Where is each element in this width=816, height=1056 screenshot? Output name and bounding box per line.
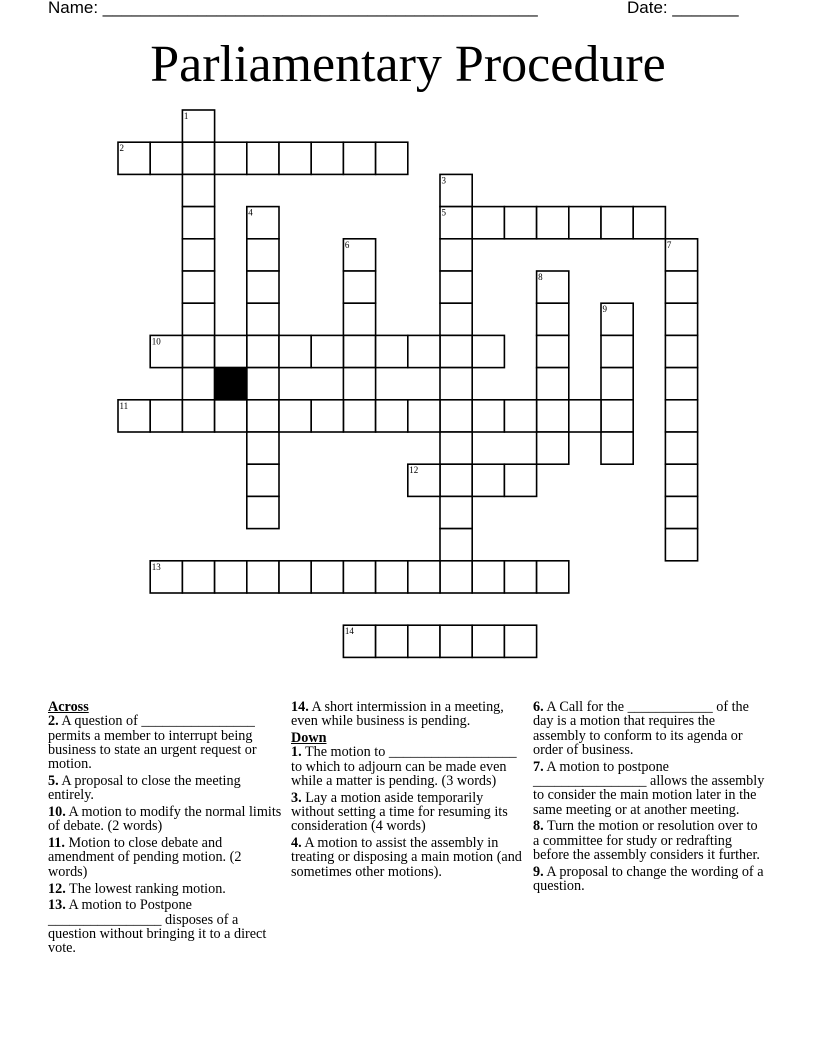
crossword-cell[interactable] — [665, 400, 697, 432]
crossword-cell[interactable] — [343, 561, 375, 593]
crossword-cell[interactable] — [182, 400, 214, 432]
crossword-cell[interactable] — [440, 335, 472, 367]
crossword-cell[interactable] — [376, 561, 408, 593]
crossword-cell[interactable] — [601, 207, 633, 239]
cell-number-12: 12 — [409, 465, 419, 476]
name-field[interactable]: Name: ______________________________________________ — [48, 0, 538, 17]
crossword-cell[interactable] — [537, 400, 569, 432]
crossword-cell[interactable] — [247, 561, 279, 593]
crossword-cell[interactable] — [440, 529, 472, 561]
clue-down-7: 7. A motion to postpone ________________ allows the assembly to consider the main motion later in the same meeting or at another meeting. — [533, 758, 765, 818]
crossword-cell[interactable] — [343, 303, 375, 335]
crossword-cell[interactable] — [440, 400, 472, 432]
crossword-cell[interactable] — [665, 496, 697, 528]
clue-across-14: 14. A short intermission in a meeting, even while business is pending. — [291, 699, 504, 730]
crossword-cell[interactable] — [440, 625, 472, 657]
crossword-cell[interactable] — [215, 561, 247, 593]
clue-down-9: 9. A proposal to change the wording of a question. — [533, 863, 764, 895]
crossword-cell[interactable] — [633, 207, 665, 239]
cell-number-6: 6 — [344, 239, 350, 250]
crossword-cell[interactable] — [665, 432, 697, 464]
crossword-cell[interactable] — [311, 142, 343, 174]
crossword-cell[interactable] — [311, 561, 343, 593]
crossword-cell[interactable] — [182, 368, 214, 400]
crossword-cell[interactable] — [215, 142, 247, 174]
crossword-cell[interactable] — [440, 303, 472, 335]
crossword-cell[interactable] — [182, 561, 214, 593]
cell-number-4: 4 — [248, 207, 253, 218]
crossword-cell[interactable] — [247, 271, 279, 303]
cell-number-1: 1 — [183, 111, 189, 121]
crossword-cell[interactable] — [215, 400, 247, 432]
crossword-cell[interactable] — [376, 142, 408, 174]
crossword-cell[interactable] — [504, 400, 536, 432]
clue-across-11: 11. Motion to close debate and amendment of pending motion. (2 words) — [48, 835, 242, 880]
crossword-cell[interactable] — [279, 142, 311, 174]
down-heading: Down — [291, 730, 327, 747]
cell-number-3: 3 — [441, 175, 446, 186]
crossword-cell[interactable] — [665, 464, 697, 496]
crossword-cell[interactable] — [247, 496, 279, 528]
clue-across-5: 5. A proposal to close the meeting entirely. — [48, 772, 241, 804]
crossword-cell[interactable] — [601, 368, 633, 400]
clue-down-4: 4. A motion to assist the assembly in treating or disposing a main motion (and sometimes other motions). — [291, 835, 522, 880]
crossword-cell[interactable] — [440, 496, 472, 528]
crossword-cell[interactable] — [537, 561, 569, 593]
crossword-cell[interactable] — [408, 625, 440, 657]
crossword-cell[interactable] — [247, 239, 279, 271]
crossword-cell[interactable] — [537, 207, 569, 239]
crossword-cell[interactable] — [279, 400, 311, 432]
crossword-cell[interactable] — [408, 561, 440, 593]
crossword-cell[interactable] — [504, 561, 536, 593]
clues-column-1 — [48, 700, 282, 958]
crossword-cell[interactable] — [537, 303, 569, 335]
crossword-cell[interactable] — [182, 239, 214, 271]
black-cell — [215, 368, 247, 400]
crossword-cell[interactable] — [376, 625, 408, 657]
crossword-cell[interactable] — [247, 335, 279, 367]
crossword-cell[interactable] — [150, 142, 182, 174]
page-title: Parliamentary Procedure — [150, 36, 666, 93]
crossword-cell[interactable] — [472, 335, 504, 367]
crossword-cell[interactable] — [665, 368, 697, 400]
crossword-cell[interactable] — [247, 303, 279, 335]
crossword-cell[interactable] — [569, 207, 601, 239]
cell-number-2: 2 — [119, 143, 124, 154]
crossword-cell[interactable] — [440, 368, 472, 400]
crossword-cell[interactable] — [182, 207, 214, 239]
crossword-cell[interactable] — [472, 464, 504, 496]
crossword-cell[interactable] — [504, 207, 536, 239]
clue-down-8: 8. Turn the motion or resolution over to a committee for study or redrafting before the assembly considers it further. — [533, 818, 760, 863]
date-field[interactable]: Date: _______ — [627, 0, 739, 17]
clue-across-13: 13. A motion to Postpone ________________ disposes of a question without bringing it to a direct vote. — [48, 897, 267, 957]
cell-number-7: 7 — [666, 239, 672, 250]
crossword-cell[interactable] — [601, 335, 633, 367]
crossword-cell[interactable] — [537, 335, 569, 367]
crossword-cell[interactable] — [279, 335, 311, 367]
crossword-cell[interactable] — [182, 335, 214, 367]
crossword-cell[interactable] — [472, 400, 504, 432]
clues-column-2 — [291, 700, 525, 882]
crossword-cell[interactable] — [182, 174, 214, 206]
crossword-cell[interactable] — [440, 432, 472, 464]
crossword-cell[interactable] — [472, 625, 504, 657]
crossword-cell[interactable] — [376, 400, 408, 432]
crossword-cell[interactable] — [408, 400, 440, 432]
clue-down-6: 6. A Call for the ____________ of the day is a motion that requires the assembly to conform to its agenda or order of business. — [533, 699, 749, 758]
cell-number-9: 9 — [602, 304, 607, 315]
crossword-cell[interactable] — [343, 271, 375, 303]
crossword-cell[interactable] — [472, 207, 504, 239]
crossword-cell[interactable] — [215, 335, 247, 367]
crossword-cell[interactable] — [537, 432, 569, 464]
crossword-cell[interactable] — [182, 142, 214, 174]
clues-column-3 — [533, 700, 767, 896]
crossword-cell[interactable] — [182, 271, 214, 303]
clue-across-10: 10. A motion to modify the normal limits of debate. (2 words) — [48, 804, 282, 835]
cell-number-5: 5 — [441, 207, 446, 218]
crossword-cell[interactable] — [247, 432, 279, 464]
crossword-cell[interactable] — [665, 271, 697, 303]
crossword-cell[interactable] — [247, 464, 279, 496]
crossword-cell[interactable] — [247, 400, 279, 432]
crossword-cell[interactable] — [343, 400, 375, 432]
crossword-cell[interactable] — [665, 529, 697, 561]
crossword-cell[interactable] — [569, 400, 601, 432]
crossword-cell[interactable] — [279, 561, 311, 593]
clue-down-3: 3. Lay a motion aside temporarily without setting a time for resuming its consideration (4 words) — [291, 789, 508, 835]
crossword-cell[interactable] — [665, 303, 697, 335]
crossword-cell[interactable] — [311, 400, 343, 432]
crossword-cell[interactable] — [472, 561, 504, 593]
crossword-cell[interactable] — [247, 368, 279, 400]
crossword-cell[interactable] — [440, 561, 472, 593]
crossword-cell[interactable] — [311, 335, 343, 367]
crossword-cell[interactable] — [182, 303, 214, 335]
crossword-cell[interactable] — [601, 400, 633, 432]
across-heading: Across — [48, 699, 89, 715]
cell-number-14: 14 — [344, 626, 354, 637]
crossword-cell[interactable] — [504, 625, 536, 657]
cell-number-11: 11 — [119, 400, 129, 411]
clue-across-12: 12. The lowest ranking motion. — [48, 880, 226, 897]
crossword-cell[interactable] — [537, 368, 569, 400]
cell-number-8: 8 — [538, 272, 543, 282]
crossword-cell[interactable] — [376, 335, 408, 367]
crossword-cell[interactable] — [150, 400, 182, 432]
clue-down-1: 1. The motion to __________________ to which to adjourn can be made even while a matter is pending. (3 words) — [291, 744, 517, 789]
crossword-cell[interactable] — [440, 271, 472, 303]
crossword-cell[interactable] — [601, 432, 633, 464]
crossword-cell[interactable] — [343, 142, 375, 174]
cell-number-13: 13 — [151, 561, 161, 572]
crossword-cell[interactable] — [440, 464, 472, 496]
crossword-cell[interactable] — [504, 464, 536, 496]
clue-across-2: 2. A question of ________________ permits a member to interrupt being business to state an urgent request or motion. — [48, 713, 257, 773]
crossword-cell[interactable] — [343, 368, 375, 400]
cell-number-10: 10 — [151, 336, 161, 347]
crossword-cell[interactable] — [665, 335, 697, 367]
crossword-cell[interactable] — [440, 239, 472, 271]
crossword-cell[interactable] — [247, 142, 279, 174]
crossword-cell[interactable] — [408, 335, 440, 367]
crossword-cell[interactable] — [343, 335, 375, 367]
